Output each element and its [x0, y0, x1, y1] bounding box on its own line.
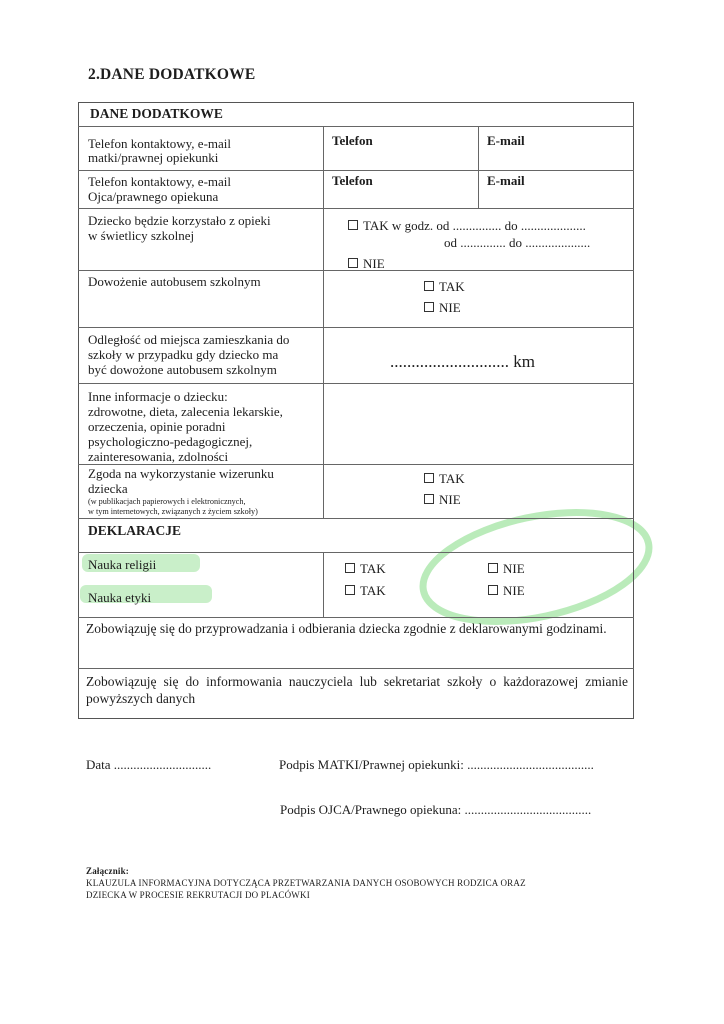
- bus-tak-checkbox[interactable]: [424, 281, 434, 291]
- other-info-line2: zdrowotne, dieta, zalecenia lekarskie,: [88, 404, 283, 419]
- ethics-tak-row: TAK: [345, 583, 386, 598]
- ethics-nie-row: NIE: [488, 583, 525, 598]
- image-consent-nie-row: NIE: [424, 492, 461, 507]
- image-consent-note-1: (w publikacjach papierowych i elektronicznych,: [88, 497, 246, 506]
- bus-nie-row: NIE: [424, 300, 461, 315]
- mother-contact-label: Telefon kontaktowy, e-mail: [88, 136, 232, 151]
- mother-contact-label-2: matki/prawnej opiekunki: [88, 150, 219, 165]
- mother-email-label: E-mail: [487, 133, 525, 148]
- daycare-tak-checkbox[interactable]: [348, 220, 358, 230]
- daycare-nie-row: NIE: [348, 256, 385, 271]
- daycare-nie-checkbox[interactable]: [348, 258, 358, 268]
- attachment-line2: DZIECKA W PROCESIE REKRUTACJI DO PLACÓWKI: [86, 890, 310, 900]
- bus-nie-checkbox[interactable]: [424, 302, 434, 312]
- section-title: 2.DANE DODATKOWE: [88, 66, 256, 83]
- religion-tak-row: TAK: [345, 561, 386, 576]
- distance-label-2: szkoły w przypadku gdy dziecko ma: [88, 347, 279, 362]
- image-consent-label: Zgoda na wykorzystanie wizerunku: [88, 466, 274, 481]
- bus-label: Dowożenie autobusem szkolnym: [88, 274, 261, 289]
- father-contact-label: Telefon kontaktowy, e-mail: [88, 174, 232, 189]
- religion-nie-checkbox[interactable]: [488, 563, 498, 573]
- image-consent-label-2: dziecka: [88, 481, 128, 496]
- ethics-nie-checkbox[interactable]: [488, 585, 498, 595]
- image-consent-tak-checkbox[interactable]: [424, 473, 434, 483]
- religion-label: Nauka religii: [88, 557, 157, 572]
- distance-label: Odległość od miejsca zamieszkania do: [88, 332, 290, 347]
- mother-signature-field[interactable]: Podpis MATKI/Prawnej opiekunki: .......................................: [279, 757, 594, 772]
- father-email-label: E-mail: [487, 173, 525, 188]
- other-info-line5: zainteresowania, zdolności: [88, 449, 229, 464]
- ethics-tak-checkbox[interactable]: [345, 585, 355, 595]
- mother-phone-label: Telefon: [332, 133, 373, 148]
- commitment-inform: Zobowiązuję się do informowania nauczyciela lub sekretariat szkoły o każdorazowej zmianie powyższych danych: [86, 674, 628, 706]
- father-signature-field[interactable]: Podpis OJCA/Prawnego opiekuna: .......................................: [280, 802, 592, 817]
- table-header: DANE DODATKOWE: [90, 106, 223, 121]
- other-info-line4: psychologiczno-pedagogicznej,: [88, 434, 253, 449]
- daycare-od-line: od .............. do ....................: [444, 235, 591, 250]
- other-info-line3: orzeczenia, opinie poradni: [88, 419, 226, 434]
- father-phone-label: Telefon: [332, 173, 373, 188]
- father-contact-label-2: Ojca/prawnego opiekuna: [88, 189, 219, 204]
- ethics-label: Nauka etyki: [88, 590, 152, 605]
- distance-value[interactable]: ............................ km: [390, 352, 535, 371]
- bus-tak-row: TAK: [424, 279, 465, 294]
- declarations-header: DEKLARACJE: [88, 523, 182, 538]
- attachment-line1: KLAUZULA INFORMACYJNA DOTYCZĄCA PRZETWARZANIA DANYCH OSOBOWYCH RODZICA ORAZ: [86, 878, 526, 888]
- daycare-label: Dziecko będzie korzystało z opieki: [88, 213, 271, 228]
- image-consent-nie-checkbox[interactable]: [424, 494, 434, 504]
- date-field[interactable]: Data ..............................: [86, 757, 212, 772]
- other-info-line1: Inne informacje o dziecku:: [88, 389, 228, 404]
- commitment-pickup: Zobowiązuję się do przyprowadzania i odbierania dziecka zgodnie z deklarowanymi godzinami.: [86, 621, 607, 636]
- distance-label-3: być dowożone autobusem szkolnym: [88, 362, 277, 377]
- attachment-label: Załącznik:: [86, 866, 130, 876]
- image-consent-note-2: w tym internetowych, związanych z życiem szkoły): [88, 507, 258, 516]
- daycare-label-2: w świetlicy szkolnej: [88, 228, 195, 243]
- religion-tak-checkbox[interactable]: [345, 563, 355, 573]
- image-consent-tak-row: TAK: [424, 471, 465, 486]
- religion-nie-row: NIE: [488, 561, 525, 576]
- daycare-tak-row: TAK w godz. od ............... do ....................: [348, 218, 586, 233]
